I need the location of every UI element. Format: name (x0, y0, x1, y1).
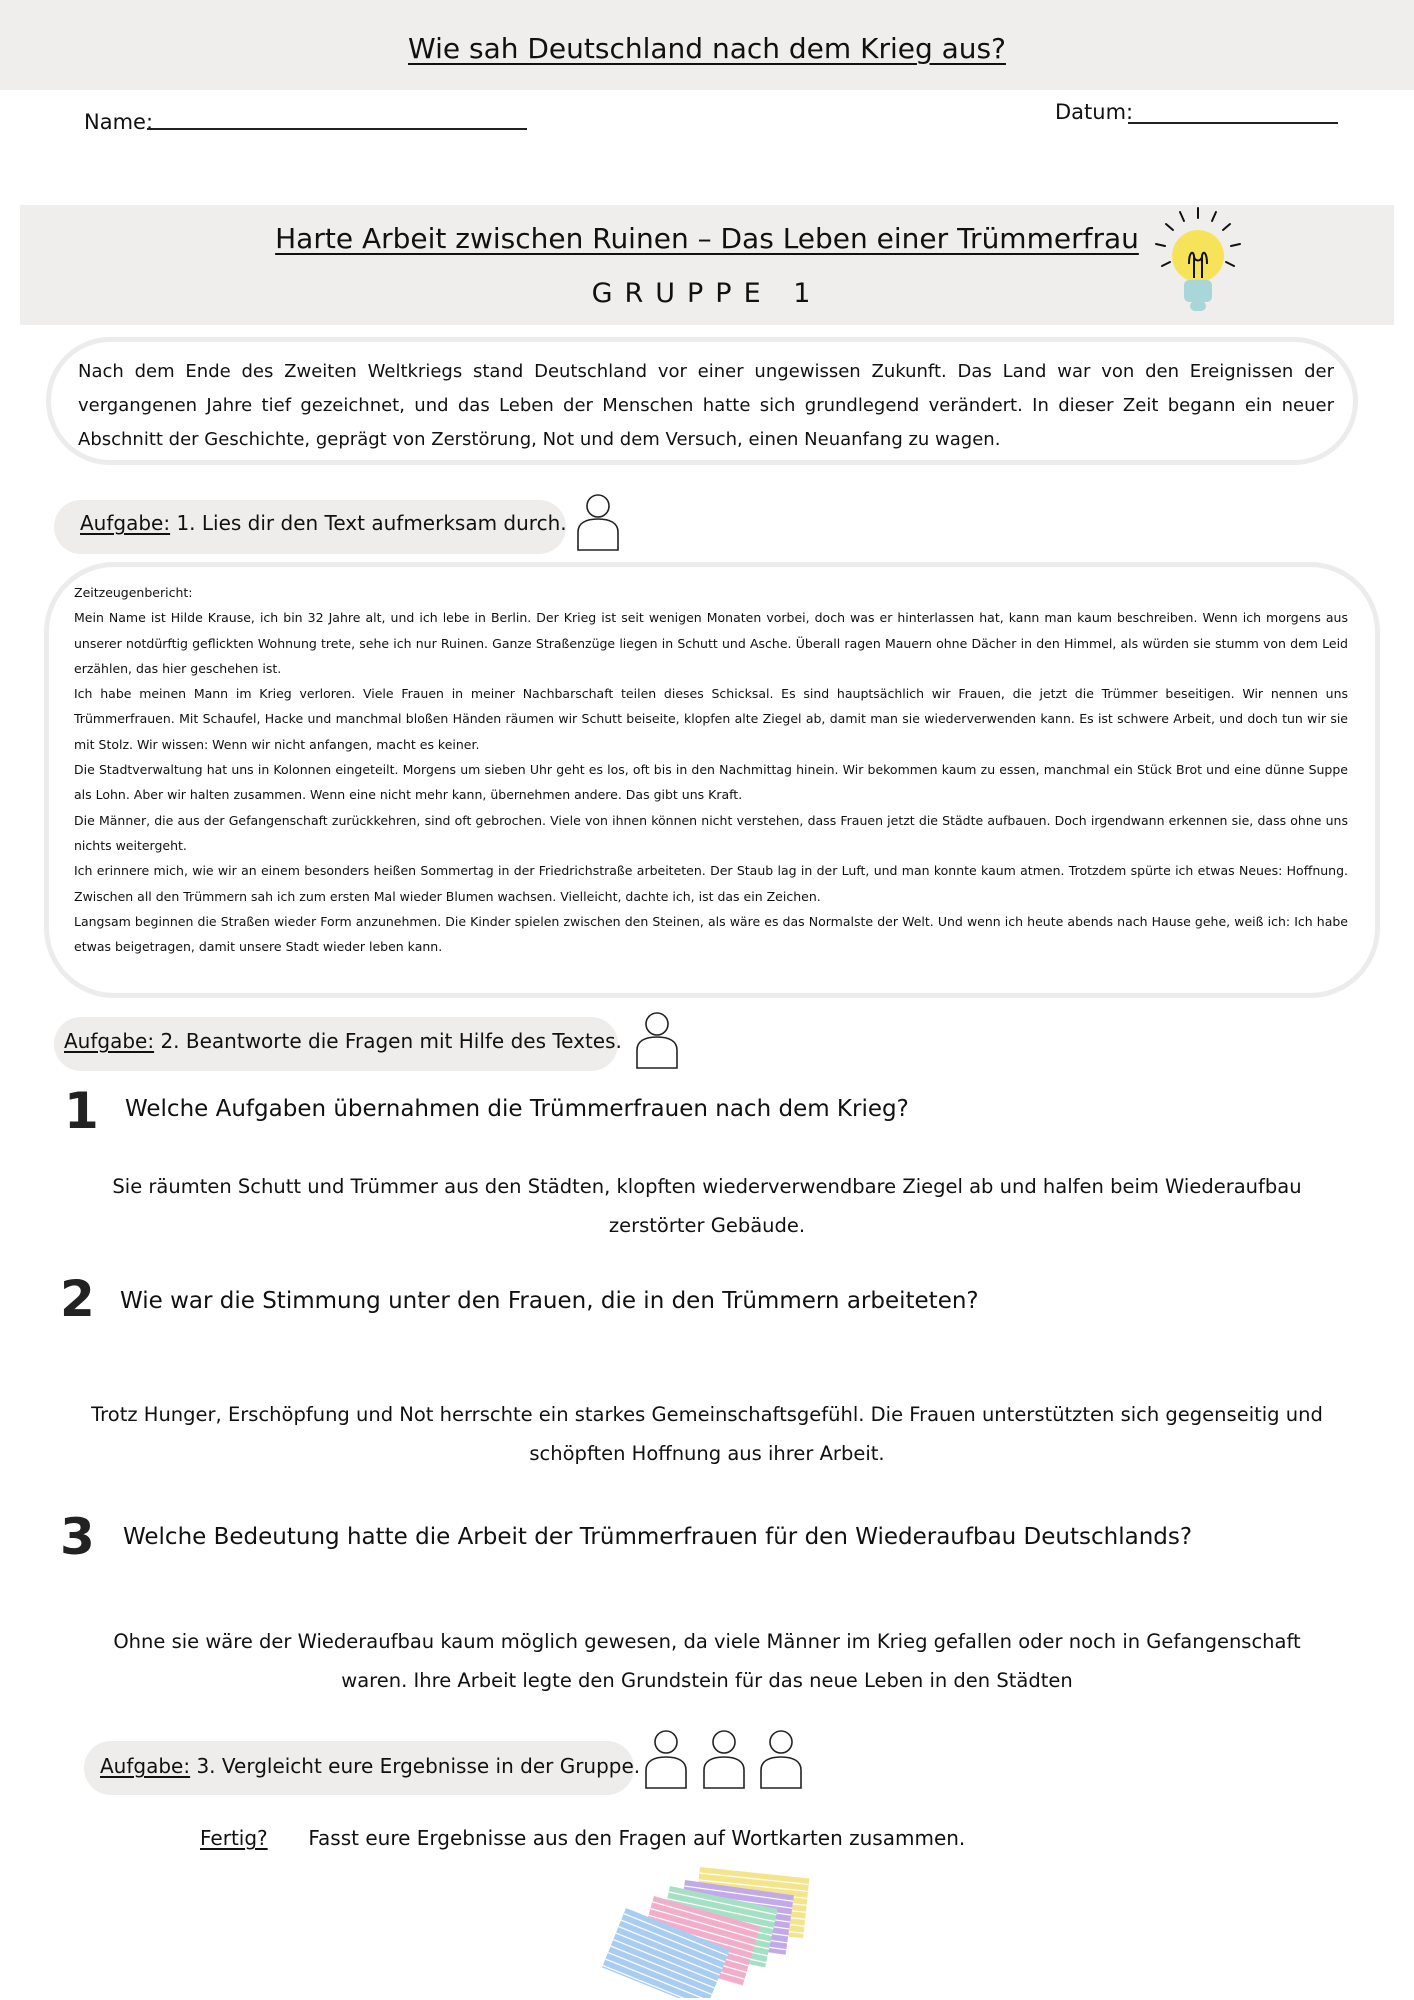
section-title: Harte Arbeit zwischen Ruinen – Das Leben einer Trümmerfrau (275, 222, 1139, 255)
question-number: 3 (60, 1508, 95, 1566)
name-label: Name: (84, 110, 154, 134)
group-label: GRUPPE 1 (591, 278, 823, 309)
person-icon (633, 1010, 681, 1072)
name-field[interactable] (147, 128, 527, 130)
task-label: Aufgabe: (64, 1029, 155, 1053)
group-icon (642, 1728, 807, 1794)
fertig-text: Fasst eure Ergebnisse aus den Fragen auf Wortkarten zusammen. (308, 1826, 966, 1850)
task-text: 1. Lies dir den Text aufmerksam durch. (170, 511, 567, 535)
lightbulb-icon (1148, 204, 1248, 319)
date-field[interactable] (1128, 122, 1338, 124)
task-text: 2. Beantworte die Fragen mit Hilfe des Textes. (154, 1029, 622, 1053)
report-paragraph: Ich erinnere mich, wie wir an einem besonders heißen Sommertag in der Friedrichstraße arbeiteten. Der Staub lag in der Luft, und man konnte kaum atmen. Trotzdem spürte ich etwas Neues: Hoffnung. Zwischen all den Trümmern sah ich zum ersten Mal wieder Blumen wachsen. Vielleicht, dachte ich, ist das ein Zeichen. (74, 863, 1348, 904)
task-text: 3. Vergleicht eure Ergebnisse in der Gruppe. (190, 1754, 641, 1778)
fertig-label: Fertig? (200, 1826, 268, 1850)
task-3 (100, 1754, 640, 1778)
date-label: Datum: (1055, 100, 1134, 124)
report-paragraph: Die Männer, die aus der Gefangenschaft zurückkehren, sind oft gebrochen. Viele von ihnen können nicht verstehen, dass Frauen jetzt die Städte aufbauen. Doch irgendwann erkennen sie, dass ohne uns nichts weitergeht. (74, 812, 1348, 853)
question-1: Welche Aufgaben übernahmen die Trümmerfrauen nach dem Krieg? (125, 1096, 909, 1122)
task-1 (80, 511, 567, 535)
person-icon (574, 492, 622, 554)
report-heading: Zeitzeugenbericht: (74, 585, 193, 600)
question-2: Wie war die Stimmung unter den Frauen, die in den Trümmern arbeiteten? (120, 1288, 979, 1314)
question-3: Welche Bedeutung hatte die Arbeit der Trümmerfrauen für den Wiederaufbau Deutschlands? (123, 1524, 1193, 1550)
answer-3: Ohne sie wäre der Wiederaufbau kaum möglich gewesen, da viele Männer im Krieg gefallen oder noch in Gefangenschaft waren. Ihre Arbeit legte den Grundstein für das neue Leben in den Städten (113, 1630, 1301, 1692)
task-label: Aufgabe: (80, 511, 171, 535)
fertig-line (200, 1826, 965, 1850)
intro-text: Nach dem Ende des Zweiten Weltkriegs stand Deutschland vor einer ungewissen Zukunft. Das Land war von den Ereignissen der vergangenen Jahre tief gezeichnet, und das Leben der Menschen hatte sich grundlegend verändert. In dieser Zeit begann ein neuer Abschnitt der Geschichte, geprägt von Zerstörung, Not und dem Versuch, einen Neuanfang zu wagen. (78, 361, 1334, 450)
eyewitness-report (74, 580, 1348, 959)
answer-1: Sie räumten Schutt und Trümmer aus den Städten, klopften wiederverwendbare Ziegel ab und halfen beim Wiederaufbau zerstörter Gebäude. (112, 1175, 1302, 1237)
question-number: 1 (64, 1082, 99, 1140)
task-label: Aufgabe: (100, 1754, 191, 1778)
task-2 (64, 1029, 622, 1053)
page-title: Wie sah Deutschland nach dem Krieg aus? (408, 32, 1006, 65)
report-paragraph: Die Stadtverwaltung hat uns in Kolonnen eingeteilt. Morgens um sieben Uhr geht es los, oft bis in den Nachmittag hinein. Wir bekommen kaum zu essen, manchmal ein Stück Brot und eine dünne Suppe als Lohn. Aber wir halten zusammen. Wenn eine nicht mehr kann, übernehmen andere. Das gibt uns Kraft. (74, 762, 1348, 803)
report-paragraph: Ich habe meinen Mann im Krieg verloren. Viele Frauen in meiner Nachbarschaft teilen dieses Schicksal. Es sind hauptsächlich wir Frauen, die jetzt die Trümmer beseitigen. Wir nennen uns Trümmerfrauen. Mit Schaufel, Hacke und manchmal bloßen Händen räumen wir Schutt beiseite, klopfen alte Ziegel ab, damit man sie wiederverwenden kann. Es ist schwere Arbeit, und doch tun wir sie mit Stolz. Wir wissen: Wenn wir nicht anfangen, macht es keiner. (74, 686, 1348, 752)
report-paragraph: Mein Name ist Hilde Krause, ich bin 32 Jahre alt, und ich lebe in Berlin. Der Krieg ist seit wenigen Monaten vorbei, doch was er hinterlassen hat, kann man kaum beschreiben. Wenn ich morgens aus unserer notdürftig geflickten Wohnung trete, sehe ich nur Ruinen. Ganze Straßenzüge liegen in Schutt und Asche. Überall ragen Mauern ohne Dächer in den Himmel, als würden sie stumm von dem Leid erzählen, das hier geschehen ist. (74, 610, 1348, 676)
question-number: 2 (60, 1270, 95, 1328)
answer-2: Trotz Hunger, Erschöpfung und Not herrschte ein starkes Gemeinschaftsgefühl. Die Frauen unterstützten sich gegenseitig und schöpften Hoffnung aus ihrer Arbeit. (91, 1403, 1323, 1465)
report-paragraph: Langsam beginnen die Straßen wieder Form anzunehmen. Die Kinder spielen zwischen den Steinen, als wäre es das Normalste der Welt. Und wenn ich heute abends nach Hause gehe, weiß ich: Ich habe etwas beigetragen, damit unsere Stadt wieder leben kann. (74, 913, 1348, 955)
index-cards-illustration (590, 1862, 830, 1998)
